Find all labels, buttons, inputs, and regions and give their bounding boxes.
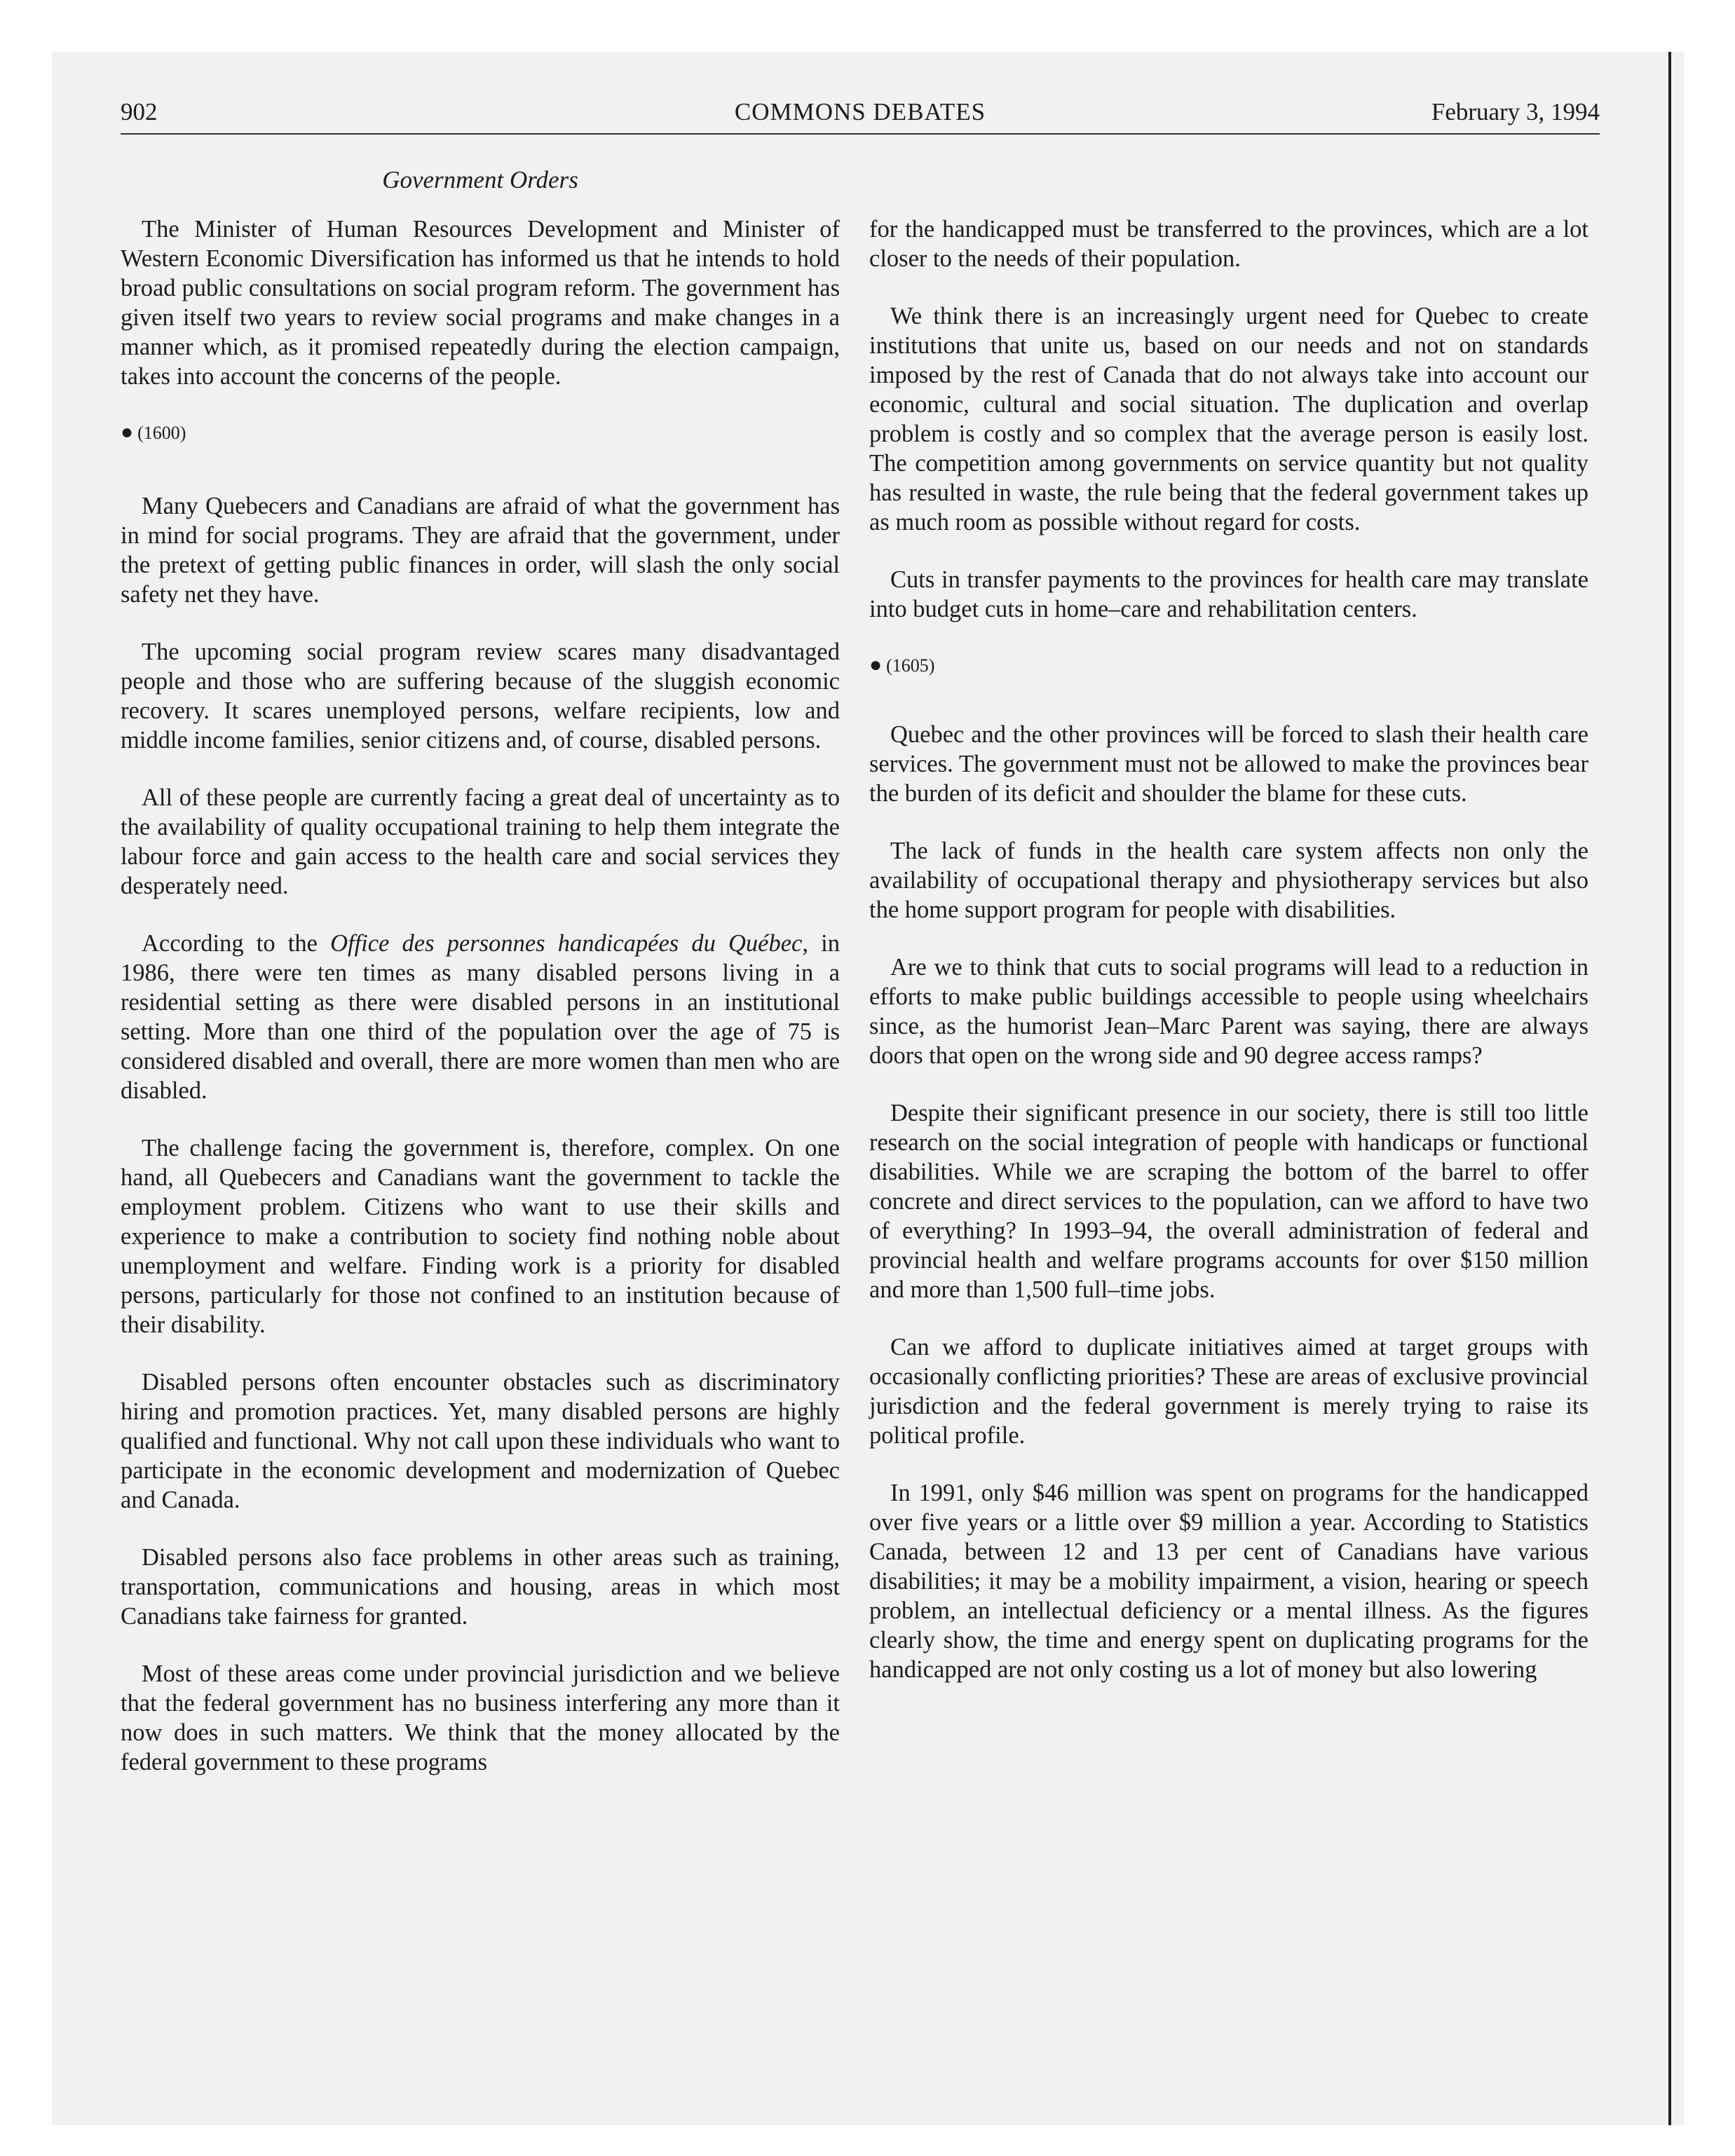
- right-column: [869, 214, 1588, 1712]
- paragraph: Cuts in transfer payments to the provinces for health care may translate into budget cuts in home–care and rehabilitation centers.: [869, 566, 1588, 622]
- header-date: February 3, 1994: [1431, 98, 1600, 125]
- running-header: [121, 93, 1600, 132]
- paragraph: Despite their significant presence in our society, there is still too little research on the social integration of people with handicaps or functional disabilities. While we are scraping the bottom of the barrel to offer concrete and direct services to the population, can we afford to have two of everything? In 1993–94, the overall administration of federal and provincial health and welfare programs accounts for over $150 million and more than 1,500 full–time jobs.: [869, 1100, 1588, 1303]
- paragraph: Most of these areas come under provincial jurisdiction and we believe that the federal government has no business interfering any more than it now does in such matters. We think that the money allocated by the federal government to these programs: [121, 1660, 840, 1775]
- paragraph: In 1991, only $46 million was spent on programs for the handicapped over five years or a little over $9 million a year. According to Statistics Canada, between 12 and 13 per cent of Canadians have various disabilities; it may be a mobility impairment, a vision, hearing or speech problem, an intellectual deficiency or a mental illness. As the figures clearly show, the time and energy spent on duplicating programs for the handicapped are not only costing us a lot of money but also lowering: [869, 1480, 1588, 1683]
- page-number: 902: [121, 98, 158, 125]
- paragraph: We think there is an increasingly urgent need for Quebec to create institutions that unite us, based on our needs and not on standards imposed by the rest of Canada that do not always take into account our economic, cultural and social situation. The duplication and overlap problem is costly and so complex that the average person is easily lost. The competition among governments on service quantity but not quality has resulted in waste, the rule being that the federal government takes up as much room as possible without regard for costs.: [869, 303, 1588, 535]
- section-title: Government Orders: [382, 166, 578, 193]
- bullet-icon: ●: [121, 421, 134, 444]
- paragraph: The challenge facing the government is, therefore, complex. On one hand, all Quebecers and Canadians want the government to tackle the employment problem. Citizens who want to use their skills and experience to make a contribution to society find nothing noble about unemployment and welfare. Finding work is a priority for disabled persons, particularly for those not confined to an institution because of their disability.: [121, 1135, 840, 1338]
- time-marker-label: (1605): [886, 655, 935, 676]
- time-marker: [121, 419, 840, 446]
- left-column: [121, 214, 840, 1805]
- paragraph: The lack of funds in the health care system affects non only the availability of occupational therapy and physiotherapy services but also the home support program for people with disabilities.: [869, 838, 1588, 923]
- paragraph: Many Quebecers and Canadians are afraid of what the government has in mind for social programs. They are afraid that the government, under the pretext of getting public finances in order, will slash the only social safety net they have.: [121, 493, 840, 608]
- paragraph: All of these people are currently facing a great deal of uncertainty as to the availability of quality occupational training to help them integrate the labour force and gain access to the health care and social services they desperately need.: [121, 784, 840, 899]
- time-marker-label: (1600): [137, 423, 186, 443]
- paragraph-text: , in 1986, there were ten times as many disabled persons living in a residential setting as there were disabled persons in an institutional setting. More than one third of the population over the age of 75 is considered disabled and overall, there are more women than men who are disabled.: [121, 930, 840, 1104]
- paragraph: The upcoming social program review scares many disadvantaged people and those who are suffering because of the sluggish economic recovery. It scares unemployed persons, welfare recipients, low and middle income families, senior citizens and, of course, disabled persons.: [121, 639, 840, 753]
- paragraph: Quebec and the other provinces will be forced to slash their health care services. The government must not be allowed to make the provinces bear the burden of its deficit and shoulder the blame for these cuts.: [869, 721, 1588, 807]
- header-divider: [121, 133, 1600, 135]
- publication-title: COMMONS DEBATES: [734, 98, 986, 125]
- paragraph: [121, 929, 840, 1105]
- paragraph: Disabled persons often encounter obstacles such as discriminatory hiring and promotion practices. Yet, many disabled persons are highly qualified and functional. Why not call upon these individuals who want to participate in the economic development and modernization of Quebec and Canada.: [121, 1369, 840, 1513]
- paragraph: The Minister of Human Resources Development and Minister of Western Economic Diversification has informed us that he intends to hold broad public consultations on social program reform. The government has given itself two years to review social programs and make changes in a manner which, as it promised repeatedly during the election campaign, takes into account the concerns of the people.: [121, 216, 840, 390]
- bullet-icon: ●: [869, 653, 883, 676]
- page-edge-rule: [1668, 52, 1671, 2125]
- time-marker: [869, 652, 1588, 679]
- paragraph-continued: for the handicapped must be transferred to the provinces, which are a lot closer to the needs of their population.: [869, 216, 1588, 272]
- organization-name: Office des personnes handicapées du Québec: [330, 930, 803, 957]
- paragraph: Are we to think that cuts to social programs will lead to a reduction in efforts to make public buildings accessible to people using wheelchairs since, as the humorist Jean–Marc Parent was saying, there are always doors that open on the wrong side and 90 degree access ramps?: [869, 954, 1588, 1069]
- paragraph: Can we afford to duplicate initiatives aimed at target groups with occasionally conflicting priorities? These are areas of exclusive provincial jurisdiction and the federal government is merely trying to raise its political profile.: [869, 1334, 1588, 1449]
- paragraph-text: According to the: [142, 930, 331, 957]
- paragraph: Disabled persons also face problems in other areas such as training, transportation, communications and housing, areas in which most Canadians take fairness for granted.: [121, 1544, 840, 1630]
